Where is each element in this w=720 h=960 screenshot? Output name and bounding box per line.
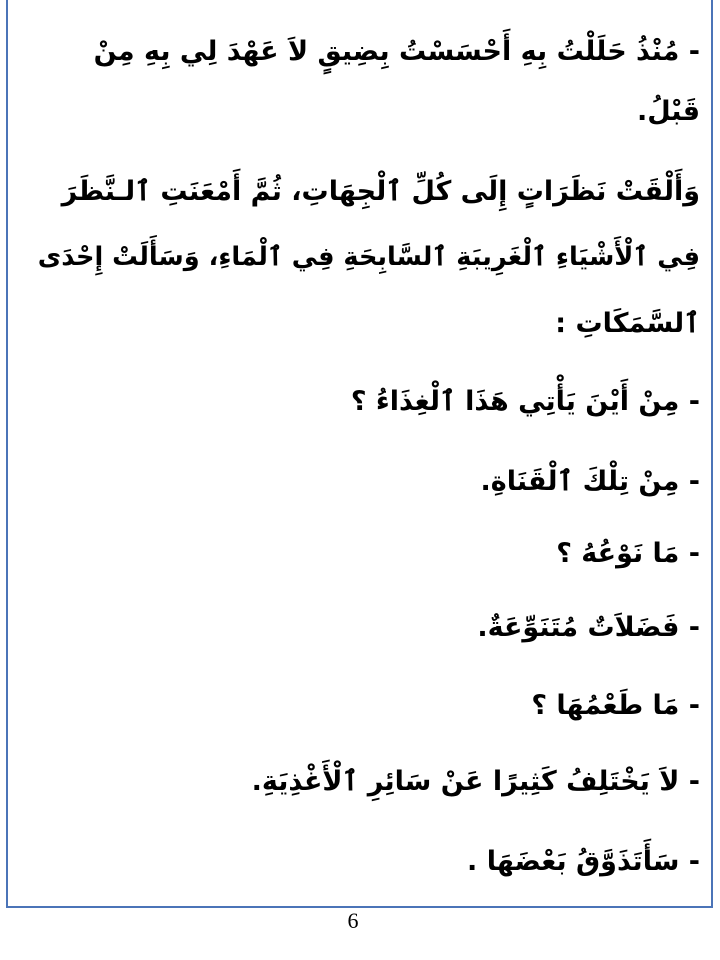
- line-12: - سَأَتَذَوَّقُ بَعْضَهَا .: [467, 846, 700, 877]
- text-line: [24, 612, 700, 643]
- text-line: [24, 386, 700, 417]
- text-line: [24, 36, 700, 67]
- text-line: [24, 690, 700, 721]
- text-line: [24, 176, 700, 207]
- text-line: [24, 242, 700, 272]
- text-line: [24, 766, 700, 797]
- line-7: - مِنْ تِلْكَ ٱلْقَنَاةِ.: [480, 466, 700, 497]
- line-4: فِي ٱلْأَشْيَاءِ ٱلْغَرِيبَةِ ٱلسَّابِحَةِ فِي ٱلْمَاءِ، وَسَأَلَتْ إِحْدَى: [37, 242, 700, 272]
- line-11: - لاَ يَخْتَلِفُ كَثِيرًا عَنْ سَائِرِ ٱلْأَغْذِيَةِ.: [251, 766, 700, 797]
- text-line: [24, 96, 700, 127]
- line-9: - فَضَلاَتٌ مُتَنَوِّعَةٌ.: [477, 612, 700, 643]
- line-8: - مَا نَوْعُهُ ؟: [556, 538, 700, 569]
- line-2: قَبْلُ.: [636, 96, 700, 127]
- line-5: ٱلسَّمَكَاتِ :: [555, 308, 700, 339]
- line-6: - مِنْ أَيْنَ يَأْتِي هَذَا ٱلْغِذَاءُ ؟: [350, 386, 700, 417]
- text-line: [24, 308, 700, 339]
- text-line: [24, 466, 700, 497]
- text-line: [24, 538, 700, 569]
- line-10: - مَا طَعْمُهَا ؟: [531, 690, 700, 721]
- page-number: 6: [347, 908, 359, 933]
- line-3: وَأَلْقَتْ نَظَرَاتٍ إِلَى كُلِّ ٱلْجِهَاتِ، ثُمَّ أَمْعَنَتِ ٱلـنَّظَرَ: [61, 176, 700, 207]
- line-1: - مُنْذُ حَلَلْتُ بِهِ أَحْسَسْتُ بِضِيقٍ لاَ عَهْدَ لِي بِهِ مِنْ: [93, 36, 700, 67]
- text-line: [24, 846, 700, 877]
